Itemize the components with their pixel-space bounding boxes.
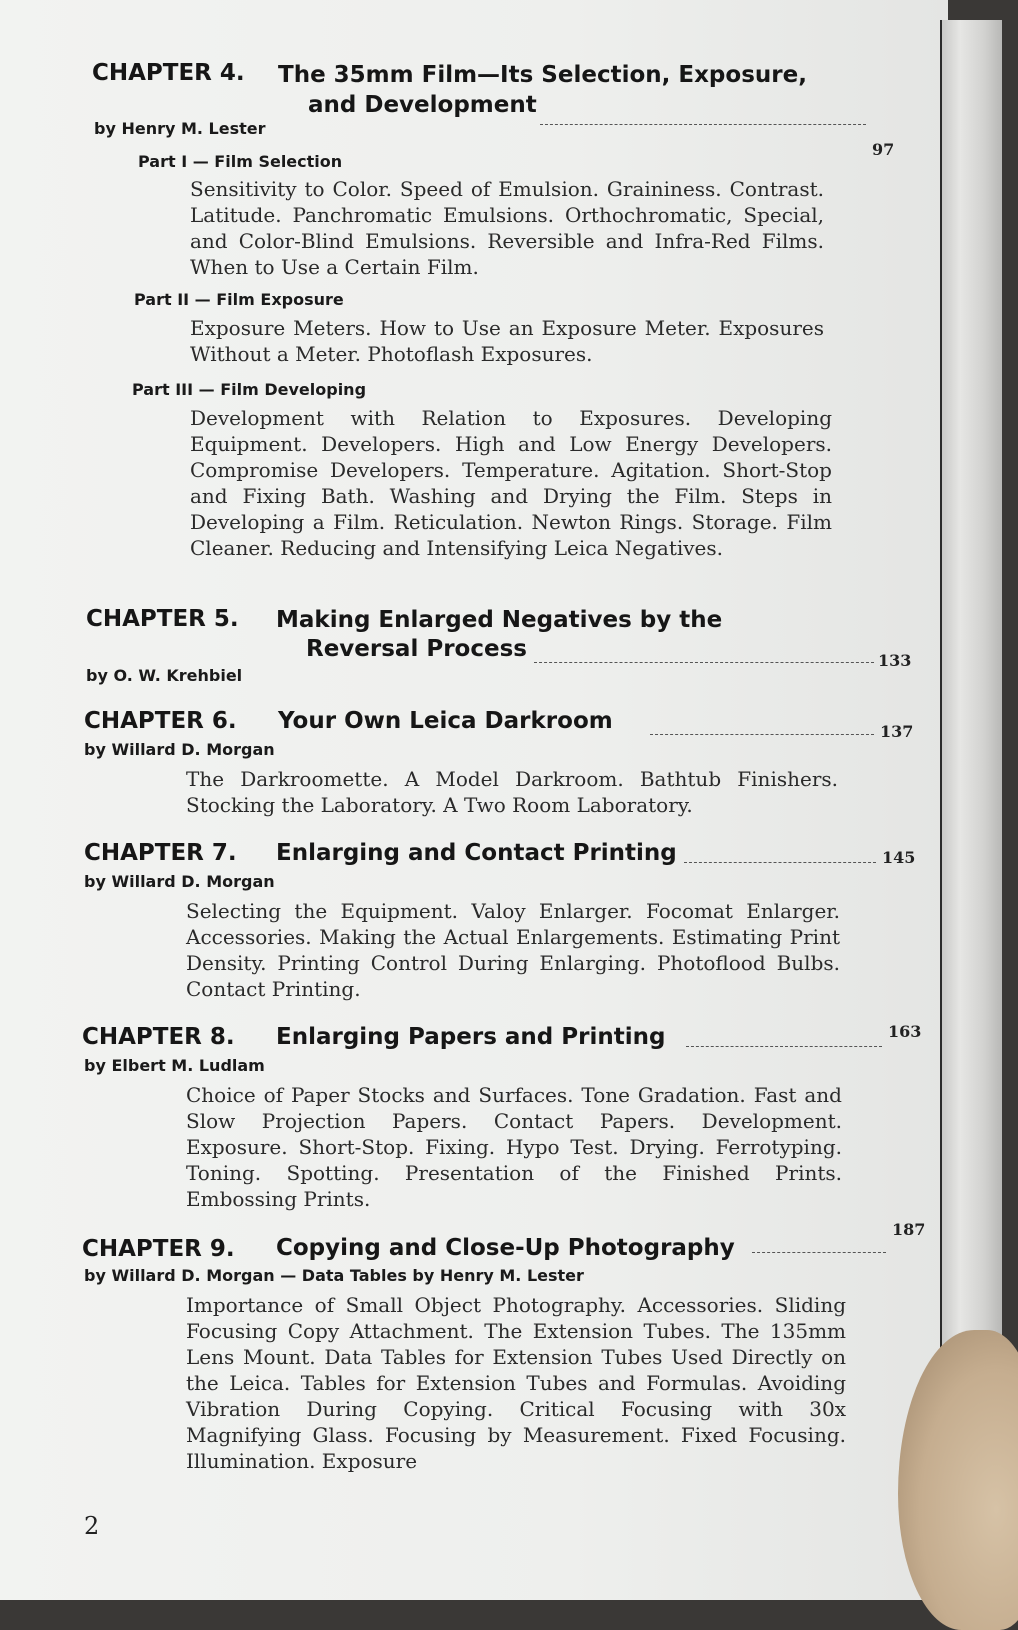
chapter-description: The Darkroomette. A Model Darkroom. Bathtub Finishers. Stocking the Laboratory. A Two Room Laboratory.: [186, 767, 838, 817]
chapter-title-line1: Enlarging and Contact Printing: [276, 840, 677, 866]
chapter-author: by Henry M. Lester: [94, 119, 266, 138]
chapter-title-line1: The 35mm Film—Its Selection, Exposure,: [278, 62, 807, 88]
dot-leader: [540, 124, 866, 125]
part-heading: Part I — Film Selection: [138, 152, 343, 171]
part-description: Sensitivity to Color. Speed of Emulsion. Graininess. Contrast. Latitude. Panchromatic Emulsions. Orthochromatic, Special, and Color-Blind Emulsions. Reversible and Infra-Red Films. When to Use a Certain Film.: [190, 177, 824, 279]
chapter-number: CHAPTER 9.: [82, 1236, 235, 1262]
chapter-description: Choice of Paper Stocks and Surfaces. Tone Gradation. Fast and Slow Projection Papers. Contact Papers. Development. Exposure. Short-Stop. Fixing. Hypo Test. Drying. Ferrotyping. Toning. Spotting. Presentation of the Finished Prints. Embossing Prints.: [186, 1083, 842, 1211]
page-number: 145: [882, 848, 916, 867]
page-number: 133: [878, 651, 912, 670]
chapter-number: CHAPTER 6.: [84, 708, 237, 734]
chapter-author: by Willard D. Morgan: [84, 740, 275, 759]
chapter-description: Selecting the Equipment. Valoy Enlarger. Focomat Enlarger. Accessories. Making the Actual Enlargements. Estimating Print Density. Printing Control During Enlarging. Photoflood Bulbs. Contact Printing.: [186, 899, 840, 1001]
chapter-author: by Elbert M. Ludlam: [84, 1056, 265, 1075]
page-number: 137: [880, 722, 914, 741]
dot-leader: [650, 734, 874, 735]
chapter-title-line1: Your Own Leica Darkroom: [278, 708, 613, 734]
part-description: Development with Relation to Exposures. Developing Equipment. Developers. High and Low Energy Developers. Compromise Developers. Temperature. Agitation. Short-Stop and Fixing Bath. Washing and Drying the Film. Steps in Developing a Film. Reticulation. Newton Rings. Storage. Film Cleaner. Reducing and Intensifying Leica Negatives.: [190, 406, 832, 560]
chapter-title-line1: Copying and Close-Up Photography: [276, 1235, 735, 1261]
chapter-number: CHAPTER 8.: [82, 1024, 235, 1050]
chapter-title-line1: Enlarging Papers and Printing: [276, 1024, 666, 1050]
chapter-title-line1: Making Enlarged Negatives by the: [276, 607, 723, 633]
page-number: 97: [872, 140, 895, 159]
chapter-author: by Willard D. Morgan — Data Tables by Henry M. Lester: [84, 1266, 584, 1285]
dot-leader: [752, 1252, 886, 1253]
part-heading: Part III — Film Developing: [132, 380, 367, 399]
part-heading: Part II — Film Exposure: [134, 290, 344, 309]
chapter-description: Importance of Small Object Photography. Accessories. Sliding Focusing Copy Attachment. The Extension Tubes. The 135mm Lens Mount. Data Tables for Extension Tubes Used Directly on the Leica. Tables for Extension Tubes and Formulas. Avoiding Vibration During Copying. Critical Focusing with 30x Magnifying Glass. Focusing by Measurement. Fixed Focusing. Illumination. Exposure: [186, 1293, 846, 1473]
page-number: 163: [888, 1022, 922, 1041]
chapter-title-line2: and Development: [308, 92, 537, 118]
chapter-title-line2: Reversal Process: [306, 636, 527, 662]
part-description: Exposure Meters. How to Use an Exposure Meter. Exposures Without a Meter. Photoflash Exposures.: [190, 316, 824, 366]
dot-leader: [686, 1046, 882, 1047]
chapter-number: CHAPTER 5.: [86, 606, 239, 632]
chapter-number: CHAPTER 7.: [84, 840, 237, 866]
chapter-number: CHAPTER 4.: [92, 60, 245, 86]
dot-leader: [534, 662, 874, 663]
page-number: 187: [892, 1220, 926, 1239]
chapter-author: by O. W. Krehbiel: [86, 666, 243, 685]
chapter-author: by Willard D. Morgan: [84, 872, 275, 891]
page-folio: 2: [84, 1512, 100, 1540]
dot-leader: [684, 862, 876, 863]
